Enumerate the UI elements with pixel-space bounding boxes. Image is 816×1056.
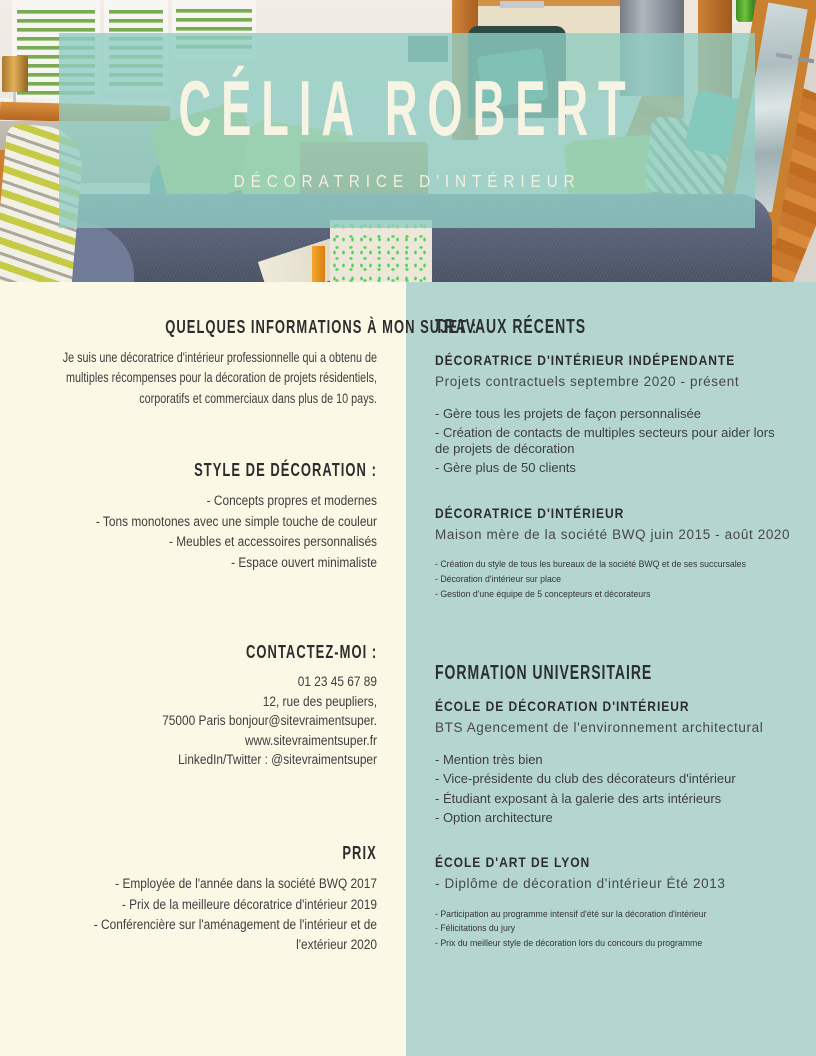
work-heading-text: TRAVAUX RÉCENTS: [435, 316, 587, 338]
work-heading: [435, 316, 792, 339]
work-entry: [435, 505, 792, 603]
work-bullet: - Gère tous les projets de façon personnalisée: [435, 405, 701, 421]
style-item: - Concepts propres et modernes: [206, 492, 377, 508]
entry-subtitle: BTS Agencement de l'environnement architectural: [435, 720, 764, 736]
award-item: - Prix de la meilleure décoratrice d'intérieur 2019: [121, 896, 377, 912]
right-column: [406, 282, 816, 1056]
education-bullet: - Prix du meilleur style de décoration lors du concours du programme: [435, 938, 703, 950]
awards-list: [44, 874, 377, 956]
entry-subtitle: Maison mère de la société BWQ juin 2015 - août 2020: [435, 526, 791, 542]
education-bullet: - Option architecture: [435, 809, 553, 825]
entry-bullets: [435, 908, 792, 952]
about-heading: [44, 316, 478, 339]
style-item: - Espace ouvert minimaliste: [231, 555, 377, 571]
entry-title: [435, 698, 792, 714]
work-bullet: - Décoration d'intérieur sur place: [435, 573, 562, 585]
content-columns: [0, 282, 816, 1056]
photo-speckled-cloth: [330, 220, 432, 282]
work-bullet: - Création de contacts de multiples secteurs pour aider lors de projets de décoration: [435, 424, 775, 457]
contact-line: www.sitevraimentsuper.fr: [244, 732, 377, 748]
style-heading-text: STYLE DE DÉCORATION :: [194, 460, 377, 481]
entry-title: [435, 854, 792, 870]
awards-section: [44, 842, 377, 955]
about-text: Je suis une décoratrice d'intérieur professionnelle qui a obtenu de multiples récompenses pour la décoration de projets résidentiels, corporatifs et commerciaux dans plus de 10 pays.: [62, 349, 377, 406]
header-photo: [0, 0, 816, 282]
entry-title-text: DÉCORATRICE D'INTÉRIEUR: [435, 504, 625, 521]
style-list: [44, 491, 377, 574]
entry-title-text: ÉCOLE D'ART DE LYON: [435, 854, 591, 871]
education-entry: [435, 698, 792, 826]
award-item: - Conférencière sur l'aménagement de l'intérieur et de l'extérieur 2020: [93, 917, 378, 953]
education-heading-text: FORMATION UNIVERSITAIRE: [435, 662, 653, 685]
photo-orange-leg: [312, 246, 325, 282]
contact-lines: [44, 673, 377, 770]
entry-bullets: [435, 406, 792, 477]
contact-line: 75000 Paris bonjour@sitevraimentsuper.: [162, 713, 377, 729]
education-bullet: - Vice-présidente du club des décorateurs d'intérieur: [435, 771, 736, 787]
style-section: [44, 459, 377, 573]
name-banner: [59, 33, 755, 228]
education-entry: [435, 854, 792, 952]
contact-line: LinkedIn/Twitter : @sitevraimentsuper: [178, 752, 377, 768]
education-heading: [435, 662, 792, 685]
contact-heading: [44, 641, 377, 664]
contact-section: [44, 641, 377, 770]
work-bullet: - Création du style de tous les bureaux de la société BWQ et de ses succursales: [435, 559, 746, 571]
about-heading-text: QUELQUES INFORMATIONS À MON SUJET :: [165, 317, 478, 337]
photo-kitchen-sink: [500, 1, 544, 8]
contact-line: 12, rue des peupliers,: [262, 693, 377, 709]
name-title: CÉLIA ROBERT: [178, 64, 636, 152]
entry-subtitle: Projets contractuels septembre 2020 - présent: [435, 374, 740, 389]
style-item: - Tons monotones avec une simple touche de couleur: [95, 513, 378, 529]
awards-heading-text: PRIX: [342, 843, 377, 864]
contact-line: 01 23 45 67 89: [297, 673, 377, 689]
award-item: - Employée de l'année dans la société BWQ 2017: [115, 875, 377, 891]
style-heading: [44, 459, 377, 482]
education-bullet: - Félicitations du jury: [435, 923, 516, 935]
work-bullet: - Gestion d'une équipe de 5 concepteurs et décorateurs: [435, 588, 651, 600]
work-bullet: - Gère plus de 50 clients: [435, 460, 576, 476]
education-section: [435, 662, 792, 951]
style-item: - Meubles et accessoires personnalisés: [168, 534, 377, 550]
name-subtitle: DÉCORATRICE D'INTÉRIEUR: [233, 171, 581, 191]
entry-title-text: ÉCOLE DE DÉCORATION D'INTÉRIEUR: [435, 698, 690, 715]
education-bullet: - Mention très bien: [435, 752, 543, 768]
entry-title: [435, 352, 792, 368]
contact-heading-text: CONTACTEZ-MOI :: [245, 642, 377, 663]
education-bullet: - Étudiant exposant à la galerie des arts intérieurs: [435, 790, 722, 806]
work-section: [435, 316, 792, 602]
entry-bullets: [435, 558, 792, 602]
education-bullet: - Participation au programme intensif d'été sur la décoration d'intérieur: [435, 908, 707, 920]
work-entry: [435, 352, 792, 477]
entry-title-text: DÉCORATRICE D'INTÉRIEUR INDÉPENDANTE: [435, 352, 736, 368]
entry-bullets: [435, 752, 792, 826]
entry-title: [435, 505, 792, 521]
entry-subtitle: - Diplôme de décoration d'intérieur Été 2013: [435, 876, 726, 892]
photo-lamp: [2, 56, 28, 92]
awards-heading: [44, 842, 377, 865]
about-section: [44, 316, 478, 409]
